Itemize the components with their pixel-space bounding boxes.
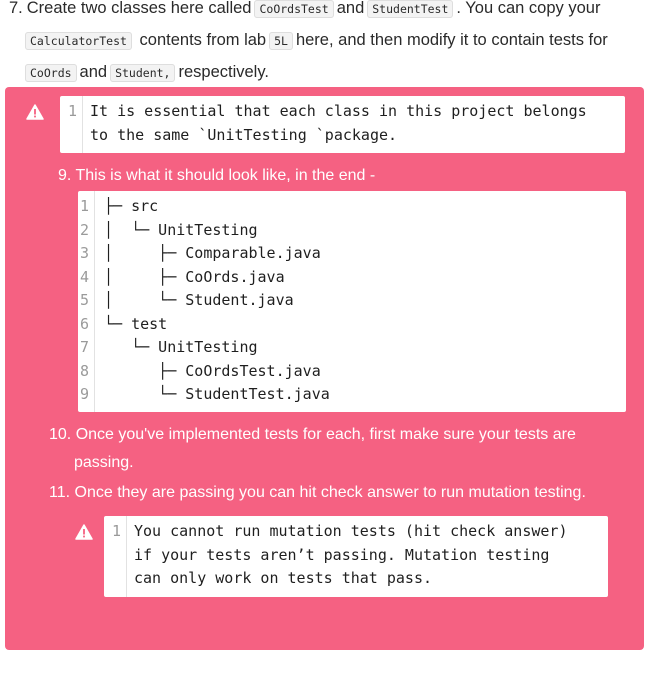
step-7-text: here, and then modify it to contain tests for bbox=[295, 31, 608, 49]
tree-line: │ ├─ Comparable.java bbox=[104, 244, 321, 262]
line-number: 2 bbox=[79, 220, 89, 239]
tree-line: └─ StudentTest.java bbox=[104, 385, 330, 403]
step-7-number: 7. bbox=[9, 0, 23, 17]
code-line: if your tests aren’t passing. Mutation testing bbox=[134, 545, 550, 564]
step-7-text: respectively. bbox=[178, 63, 269, 81]
line-number: 9 bbox=[79, 385, 89, 403]
line-number: 6 bbox=[79, 314, 89, 333]
line-number-gutter bbox=[78, 191, 95, 412]
line-number: 8 bbox=[79, 361, 89, 380]
note-code-block-2 bbox=[104, 516, 608, 597]
code-line: It is essential that each class in this project belongs bbox=[90, 102, 587, 120]
tree-line: └─ UnitTesting bbox=[104, 338, 258, 356]
line-number: 1 bbox=[111, 522, 121, 540]
note-code-text bbox=[90, 96, 619, 147]
line-number: 1 bbox=[67, 102, 77, 120]
tree-line: │ └─ Student.java bbox=[104, 291, 294, 309]
step-7-instructions bbox=[9, 0, 649, 89]
warning-icon bbox=[75, 524, 93, 540]
step-7-text: Create two classes here called bbox=[26, 0, 252, 17]
tree-text bbox=[104, 191, 620, 407]
tree-line: ├─ src bbox=[104, 197, 159, 215]
tree-line: ├─ CoOrdsTest.java bbox=[104, 361, 321, 380]
inline-code-calculatortest: CalculatorTest bbox=[25, 32, 132, 50]
tree-line: │ ├─ CoOrds.java bbox=[104, 267, 285, 286]
inline-code-student: Student, bbox=[110, 64, 175, 82]
code-line: can only work on tests that pass. bbox=[134, 569, 433, 587]
inline-code-coordstest: CoOrdsTest bbox=[254, 0, 333, 18]
code-line: You cannot run mutation tests (hit check answer) bbox=[134, 522, 568, 540]
inline-code-lab-5l: 5L bbox=[269, 32, 293, 50]
warning-icon bbox=[26, 104, 44, 120]
step-11-text: 11. Once they are passing you can hit check answer to run mutation testing. bbox=[49, 484, 586, 501]
tree-line: └─ test bbox=[104, 314, 168, 333]
step-9-text: 9. This is what it should look like, in the end - bbox=[58, 167, 376, 184]
line-number-gutter bbox=[104, 516, 127, 597]
inline-code-coords: CoOrds bbox=[25, 64, 77, 82]
step-7-line-2 bbox=[9, 25, 649, 57]
line-number: 4 bbox=[79, 267, 89, 286]
note-code-text bbox=[134, 516, 602, 591]
line-number: 1 bbox=[79, 197, 89, 215]
step-7-text: contents from lab bbox=[139, 31, 267, 49]
inline-code-studenttest: StudentTest bbox=[367, 0, 453, 18]
step-7-text: and bbox=[79, 63, 108, 81]
directory-tree-code-block bbox=[78, 191, 626, 412]
step-10-line-2: passing. bbox=[74, 454, 134, 471]
warning-panel bbox=[5, 87, 644, 650]
step-7-text: . You can copy your bbox=[456, 0, 601, 17]
step-7-text: and bbox=[336, 0, 365, 17]
step-10-line-1: 10. Once you've implemented tests for each, first make sure your tests are bbox=[49, 426, 576, 443]
code-line: to the same `UnitTesting `package. bbox=[90, 125, 398, 144]
tree-line: │ └─ UnitTesting bbox=[104, 220, 258, 239]
line-number: 5 bbox=[79, 291, 89, 309]
line-number: 3 bbox=[79, 244, 89, 262]
note-code-block-1 bbox=[60, 96, 625, 153]
step-7-line-1 bbox=[9, 0, 649, 25]
line-number: 7 bbox=[79, 338, 89, 356]
step-7-line-3 bbox=[9, 57, 649, 89]
line-number-gutter bbox=[60, 96, 83, 153]
